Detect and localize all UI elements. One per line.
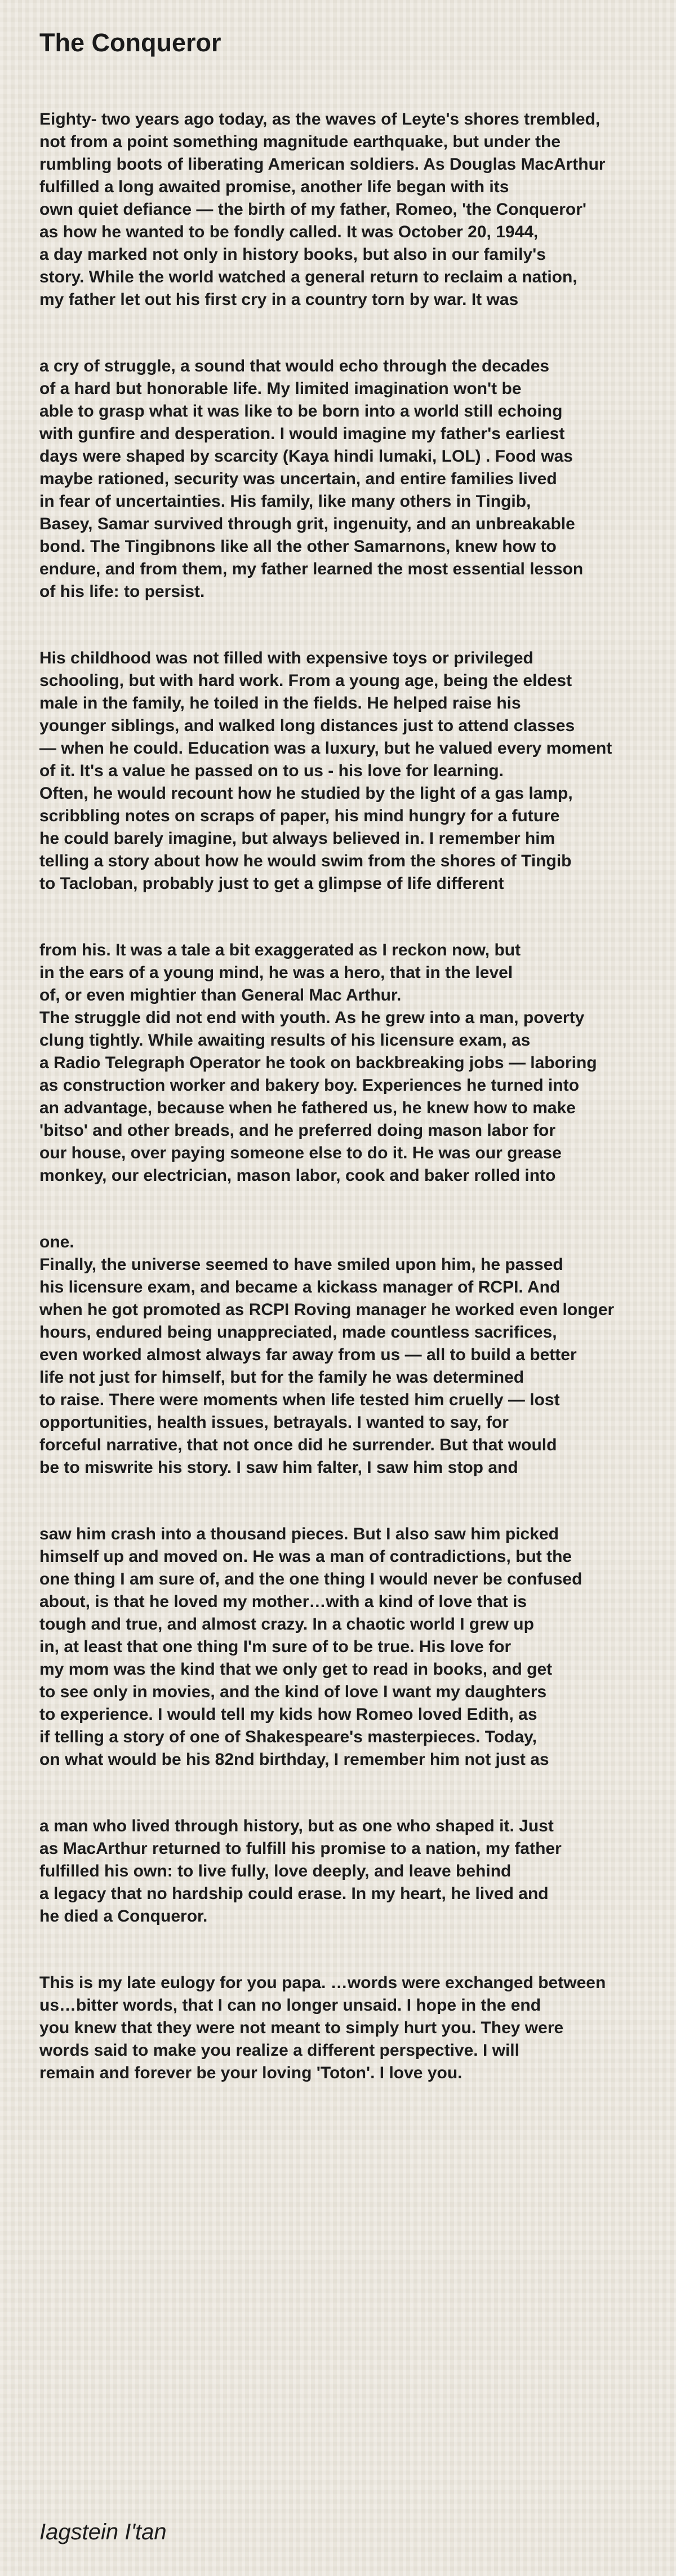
poem-stanza — [39, 1972, 637, 2084]
poem-line: life not just for himself, but for the family he was determined — [39, 1368, 524, 1387]
poem-line: as how he wanted to be fondly called. It was October 20, 1944, — [39, 223, 539, 241]
poem-line: he died a Conqueror. — [39, 1907, 208, 1926]
poem-line: in fear of uncertainties. His family, like many others in Tingib, — [39, 492, 531, 511]
poem-line: clung tightly. While awaiting results of his licensure exam, as — [39, 1031, 531, 1050]
poem-line: about, is that he loved my mother…with a kind of love that is — [39, 1592, 527, 1611]
poem-stanza — [39, 1523, 637, 1771]
poem-line: 'bitso' and other breads, and he preferred doing mason labor for — [39, 1121, 556, 1140]
poem-line: remain and forever be your loving 'Toton'. I love you. — [39, 2064, 462, 2082]
poem-line: scribbling notes on scraps of paper, his mind hungry for a future — [39, 807, 560, 825]
poem-line: Eighty- two years ago today, as the waves of Leyte's shores trembled, — [39, 110, 601, 129]
poem-line: This is my late eulogy for you papa. …words were exchanged between — [39, 1973, 606, 1992]
poem-stanza — [39, 108, 637, 311]
poem-line: telling a story about how he would swim from the shores of Tingib — [39, 852, 572, 870]
poem-line: a legacy that no hardship could erase. In my heart, he lived and — [39, 1884, 549, 1903]
poem-line: forceful narrative, that not once did he surrender. But that would — [39, 1436, 557, 1454]
poem-line: if telling a story of one of Shakespeare's masterpieces. Today, — [39, 1728, 537, 1746]
poem-line: a day marked not only in history books, but also in our family's — [39, 245, 546, 264]
poem-line: in, at least that one thing I'm sure of to be true. His love for — [39, 1637, 512, 1656]
poem-line: even worked almost always far away from us — all to build a better — [39, 1345, 577, 1364]
poem-line: bond. The Tingibnons like all the other Samarnons, knew how to — [39, 537, 557, 556]
poem-line: His childhood was not filled with expensive toys or privileged — [39, 649, 533, 667]
poem-body — [39, 108, 637, 2084]
poem-line: himself up and moved on. He was a man of contradictions, but the — [39, 1547, 572, 1566]
poem-stanza — [39, 1815, 637, 1928]
poem-line: us…bitter words, that I can no longer unsaid. I hope in the end — [39, 1996, 541, 2015]
poem-line: endure, and from them, my father learned the most essential lesson — [39, 560, 584, 578]
poem-line: schooling, but with hard work. From a young age, being the eldest — [39, 671, 572, 690]
poem-line: of, or even mightier than General Mac Arthur. — [39, 986, 402, 1004]
poem-line: with gunfire and desperation. I would imagine my father's earliest — [39, 424, 565, 443]
poem-line: tough and true, and almost crazy. In a chaotic world I grew up — [39, 1615, 534, 1634]
poem-line: not from a point something magnitude earthquake, but under the — [39, 132, 561, 151]
poem-line: to Tacloban, probably just to get a glimpse of life different — [39, 874, 504, 893]
poem-line: The struggle did not end with youth. As he grew into a man, poverty — [39, 1008, 585, 1027]
poem-line: saw him crash into a thousand pieces. But I also saw him picked — [39, 1525, 559, 1543]
poem-line: to see only in movies, and the kind of love I want my daughters — [39, 1683, 547, 1701]
poem-line: words said to make you realize a different perspective. I will — [39, 2041, 519, 2060]
poem-line: as construction worker and bakery boy. Experiences he turned into — [39, 1076, 580, 1095]
poem-stanza — [39, 355, 637, 603]
poem-line: — when he could. Education was a luxury, but he valued every moment — [39, 739, 612, 758]
poem-line: he could barely imagine, but always believed in. I remember him — [39, 829, 555, 848]
poem-line: fulfilled a long awaited promise, another life began with its — [39, 178, 509, 196]
poem-line: my father let out his first cry in a country torn by war. It was — [39, 290, 519, 309]
poem-stanza — [39, 939, 637, 1187]
poem-line: a Radio Telegraph Operator he took on backbreaking jobs — laboring — [39, 1054, 597, 1072]
poem-line: in the ears of a young mind, he was a hero, that in the level — [39, 963, 513, 982]
poem-line: fulfilled his own: to live fully, love deeply, and leave behind — [39, 1862, 512, 1880]
poem-line: on what would be his 82nd birthday, I remember him not just as — [39, 1750, 549, 1769]
poem-line: Basey, Samar survived through grit, ingenuity, and an unbreakable — [39, 515, 575, 533]
poem-line: to raise. There were moments when life tested him cruelly — lost — [39, 1391, 560, 1409]
poem-line: my mom was the kind that we only get to read in books, and get — [39, 1660, 553, 1679]
poem-line: as MacArthur returned to fulfill his promise to a nation, my father — [39, 1839, 562, 1858]
poem-line: a cry of struggle, a sound that would echo through the decades — [39, 357, 550, 375]
poem-line: our house, over paying someone else to do it. He was our grease — [39, 1144, 562, 1162]
poem-line: when he got promoted as RCPI Roving manager he worked even longer — [39, 1300, 615, 1319]
poem-stanza — [39, 647, 637, 895]
poem-line: younger siblings, and walked long distances just to attend classes — [39, 716, 575, 735]
poem-title: The Conqueror — [39, 28, 221, 57]
poem-line: to experience. I would tell my kids how Romeo loved Edith, as — [39, 1705, 537, 1724]
poem-line: male in the family, he toiled in the fields. He helped raise his — [39, 694, 521, 712]
poem-line: a man who lived through history, but as one who shaped it. Just — [39, 1817, 554, 1835]
poem-line: story. While the world watched a general return to reclaim a nation, — [39, 268, 577, 286]
poem-line: maybe rationed, security was uncertain, and entire families lived — [39, 470, 557, 488]
poem-line: of it. It's a value he passed on to us - his love for learning. — [39, 762, 504, 780]
poem-line: hours, endured being unappreciated, made countless sacrifices, — [39, 1323, 557, 1342]
poem-line: you knew that they were not meant to simply hurt you. They were — [39, 2019, 564, 2037]
poem-stanza — [39, 1231, 637, 1479]
poem-line: be to miswrite his story. I saw him falter, I saw him stop and — [39, 1458, 518, 1477]
poem-line: his licensure exam, and became a kickass manager of RCPI. And — [39, 1278, 561, 1296]
poem-line: of a hard but honorable life. My limited imagination won't be — [39, 379, 522, 398]
poem-line: days were shaped by scarcity (Kaya hindi lumaki, LOL) . Food was — [39, 447, 573, 466]
poem-line: rumbling boots of liberating American soldiers. As Douglas MacArthur — [39, 155, 606, 174]
poem-line: Often, he would recount how he studied by the light of a gas lamp, — [39, 784, 573, 803]
poem-line: monkey, our electrician, mason labor, cook and baker rolled into — [39, 1166, 556, 1185]
poem-line: one thing I am sure of, and the one thing I would never be confused — [39, 1570, 582, 1588]
poem-line: from his. It was a tale a bit exaggerated as I reckon now, but — [39, 941, 521, 959]
poem-line: own quiet defiance — the birth of my father, Romeo, 'the Conqueror' — [39, 200, 587, 219]
poem-line: opportunities, health issues, betrayals. I wanted to say, for — [39, 1413, 509, 1432]
poem-line: an advantage, because when he fathered us, he knew how to make — [39, 1099, 576, 1117]
poem-line: Finally, the universe seemed to have smiled upon him, he passed — [39, 1255, 563, 1274]
poem-line: one. — [39, 1233, 74, 1251]
poem-line: of his life: to persist. — [39, 582, 205, 601]
poem-line: able to grasp what it was like to be born into a world still echoing — [39, 402, 563, 421]
poem-author: Iagstein I'tan — [39, 2520, 167, 2544]
